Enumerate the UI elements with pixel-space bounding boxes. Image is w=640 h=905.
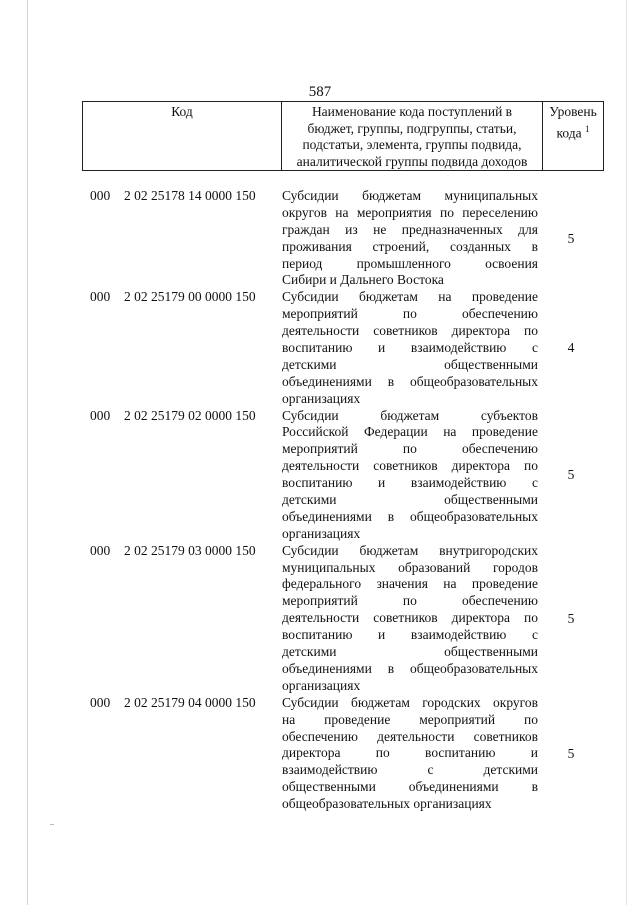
row-level: [538, 543, 604, 695]
description-line: федерального значения на проведение: [282, 576, 538, 592]
row-admin-code: 000: [90, 407, 111, 423]
description-line: директора по воспитанию и: [282, 745, 538, 761]
description-line: мероприятий по обеспечению: [282, 593, 538, 609]
row-description: [282, 188, 538, 289]
description-line: мероприятий по обеспечению: [282, 441, 538, 457]
row-admin-code: 000: [90, 289, 111, 305]
table-header: [82, 101, 604, 171]
description-line: воспитанию и взаимодействию с: [282, 340, 538, 356]
description-line: округов на мероприятия по переселению: [282, 204, 538, 220]
description-line: деятельности советников директора по: [282, 323, 538, 339]
description-line: Субсидии бюджетам городских округов: [282, 694, 538, 710]
description-line: детскими общественными: [282, 644, 538, 660]
header-name-line: аналитической группы подвида доходов: [296, 153, 528, 169]
description-line: организациях: [282, 390, 361, 406]
row-level-value: 5: [567, 745, 575, 761]
description-line: общеобразовательных организациях: [282, 796, 492, 812]
table-row: [82, 543, 604, 695]
description-line: деятельности советников директора по: [282, 458, 538, 474]
page-number: 587: [308, 84, 332, 100]
description-line: детскими общественными: [282, 492, 538, 508]
row-revenue-code: 2 02 25179 04 0000 150: [124, 694, 256, 710]
description-line: объединениями в общеобразовательных: [282, 373, 538, 389]
description-line: муниципальных образований городов: [282, 559, 538, 575]
row-revenue-code: 2 02 25179 03 0000 150: [124, 542, 256, 558]
description-line: организациях: [282, 525, 361, 541]
table-row: [82, 188, 604, 289]
description-line: Субсидии бюджетам на проведение: [282, 289, 538, 305]
table-row: [82, 695, 604, 813]
row-description: [282, 408, 538, 543]
description-line: Субсидии бюджетам внутригородских: [282, 542, 538, 558]
table-body: [82, 188, 604, 813]
header-level-text: кода: [556, 125, 582, 140]
description-line: объединениями в общеобразовательных: [282, 508, 538, 524]
description-line: мероприятий по обеспечению: [282, 306, 538, 322]
row-level: [538, 408, 604, 543]
description-line: объединениями в общеобразовательных: [282, 660, 538, 676]
scan-mark: [50, 824, 54, 825]
row-revenue-code: 2 02 25179 02 0000 150: [124, 407, 256, 423]
description-line: Субсидии бюджетам субъектов: [282, 407, 538, 423]
scan-edge-left: [27, 0, 28, 905]
description-line: детскими общественными: [282, 356, 538, 372]
table-row: [82, 408, 604, 543]
header-name-line: Наименование кода поступлений в: [311, 104, 513, 119]
header-level: [543, 102, 603, 170]
header-level-line2: [543, 121, 603, 142]
description-line: общественными объединениями в: [282, 779, 538, 795]
row-description: [282, 289, 538, 407]
header-name-line: бюджет, группы, подгруппы, статьи,: [307, 120, 517, 136]
description-line: обеспечению деятельности советников: [282, 728, 538, 744]
row-level: [538, 188, 604, 289]
description-line: воспитанию и взаимодействию с: [282, 475, 538, 491]
description-line: воспитанию и взаимодействию с: [282, 627, 538, 643]
row-level-value: 5: [567, 467, 575, 483]
row-level-value: 5: [567, 230, 575, 246]
row-level: [538, 695, 604, 813]
row-description: [282, 543, 538, 695]
table-row: [82, 289, 604, 407]
row-admin-code: 000: [90, 542, 111, 558]
description-line: организациях: [282, 677, 361, 693]
description-line: взаимодействию с детскими: [282, 762, 538, 778]
description-line: граждан из не предназначенных для: [282, 221, 538, 237]
row-level-value: 4: [567, 340, 575, 356]
row-admin-code: 000: [90, 694, 111, 710]
description-line: Субсидии бюджетам муниципальных: [282, 188, 538, 203]
description-line: период промышленного освоения: [282, 255, 538, 271]
row-description: [282, 695, 538, 813]
description-line: деятельности советников директора по: [282, 610, 538, 626]
row-revenue-code: 2 02 25179 00 0000 150: [124, 289, 256, 305]
header-code: Код: [83, 102, 282, 170]
header-level-footnote: 1: [584, 123, 590, 134]
row-admin-code: 000: [90, 188, 111, 203]
description-line: Российской Федерации на проведение: [282, 424, 538, 440]
description-line: Сибири и Дальнего Востока: [282, 272, 444, 288]
header-name: [282, 102, 543, 170]
row-level: [538, 289, 604, 407]
header-level-line1: Уровень: [549, 104, 597, 119]
description-line: проживания строений, созданных в: [282, 238, 538, 254]
description-line: на проведение мероприятий по: [282, 711, 538, 727]
scan-edge-right: [626, 0, 627, 905]
row-level-value: 5: [567, 610, 575, 626]
header-name-line: подстатьи, элемента, группы подвида,: [302, 137, 522, 152]
row-revenue-code: 2 02 25178 14 0000 150: [124, 188, 256, 203]
